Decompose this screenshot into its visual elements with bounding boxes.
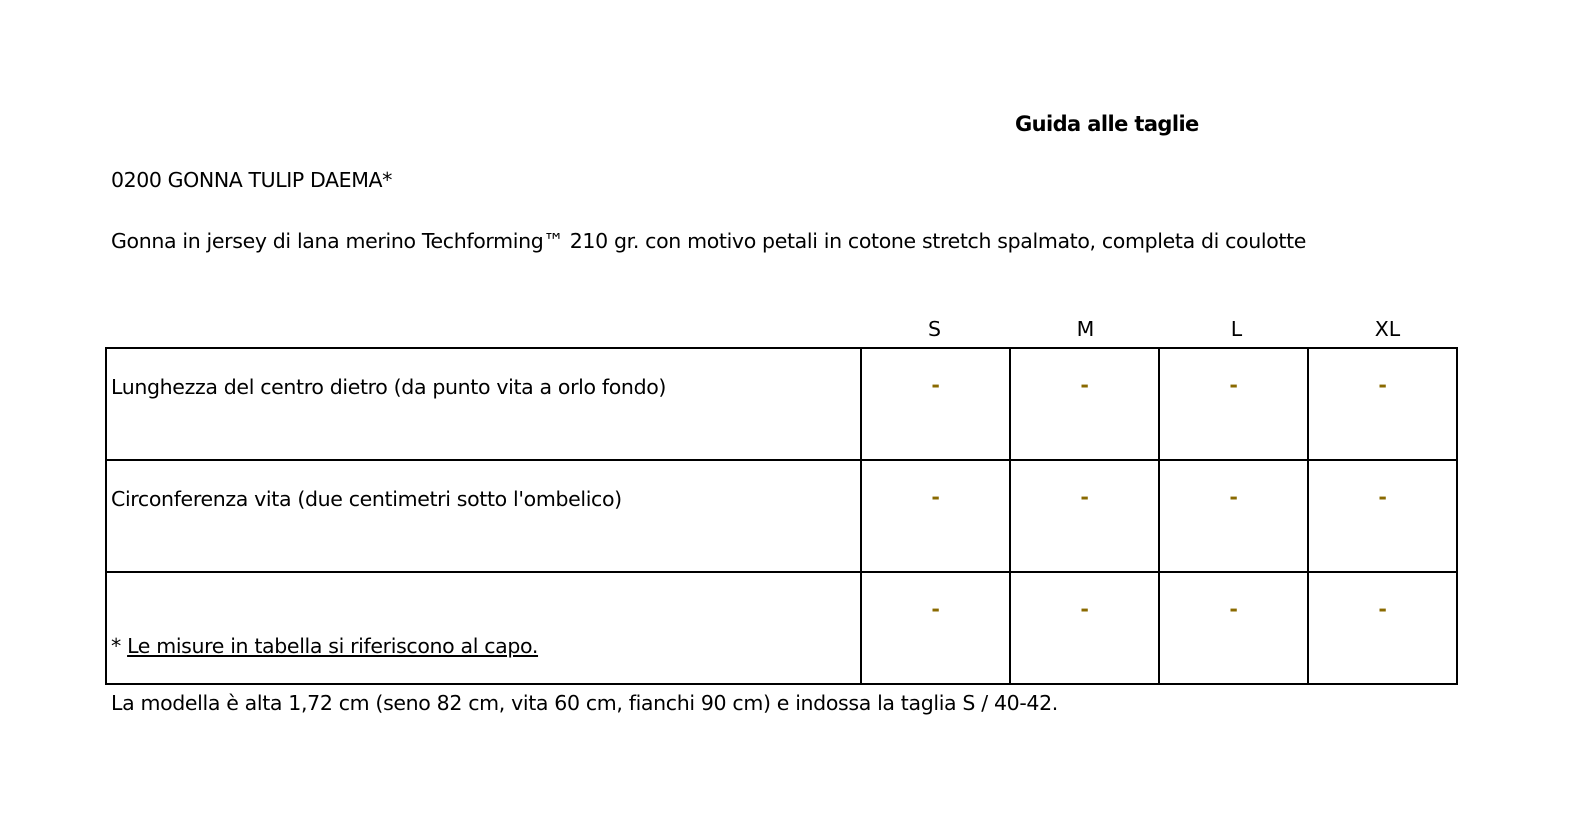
measurement-value: -: [861, 572, 1010, 684]
measurement-value: -: [1308, 572, 1457, 684]
measurement-value: -: [1159, 572, 1308, 684]
size-header-l: L: [1230, 317, 1243, 341]
measurement-label: Lunghezza del centro dietro (da punto vita a orlo fondo): [106, 348, 861, 460]
model-info: La modella è alta 1,72 cm (seno 82 cm, vita 60 cm, fianchi 90 cm) e indossa la taglia S / 40-42.: [111, 691, 1058, 715]
measurement-value: -: [1159, 348, 1308, 460]
measurement-value: -: [861, 460, 1010, 572]
note-text: Le misure in tabella si riferiscono al capo.: [127, 634, 539, 658]
measurement-value: -: [1010, 572, 1159, 684]
product-code-name: 0200 GONNA TULIP DAEMA*: [111, 168, 392, 192]
table-row: [106, 460, 1457, 572]
product-description: Gonna in jersey di lana merino Techforming™ 210 gr. con motivo petali in cotone stretch spalmato, completa di coulotte: [111, 229, 1307, 253]
measurement-note: [111, 634, 538, 658]
size-header-m: M: [1076, 317, 1095, 341]
note-asterisk: *: [111, 634, 128, 658]
table-row: [106, 572, 1457, 684]
measurement-value: -: [1308, 460, 1457, 572]
measurement-value: -: [1010, 348, 1159, 460]
size-header-xl: XL: [1374, 317, 1401, 341]
measurement-label: [106, 572, 861, 684]
page-title: Guida alle taglie: [1015, 112, 1199, 136]
table-row: [106, 348, 1457, 460]
measurement-value: -: [1159, 460, 1308, 572]
measurement-value: -: [1308, 348, 1457, 460]
measurement-label: Circonferenza vita (due centimetri sotto l'ombelico): [106, 460, 861, 572]
product-description-container: [111, 229, 1465, 253]
size-header-s: S: [927, 317, 941, 341]
measurement-value: -: [1010, 460, 1159, 572]
measurement-value: -: [861, 348, 1010, 460]
